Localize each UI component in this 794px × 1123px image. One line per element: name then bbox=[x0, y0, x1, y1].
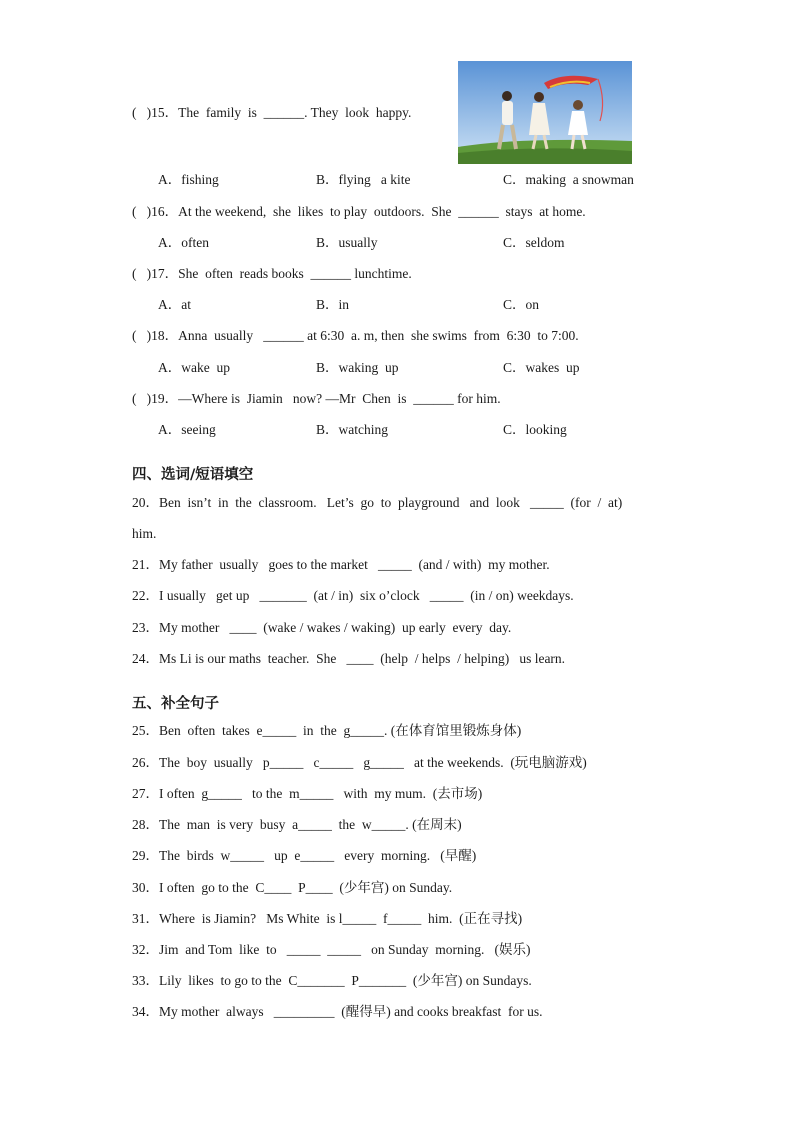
q17-option-c: C．on bbox=[503, 297, 540, 312]
q19-stem: ( )19．—Where is Jiamin now? —Mr Chen is ______ for him. bbox=[132, 391, 501, 406]
q15-option-b: B．flying a kite bbox=[316, 172, 411, 187]
q30: 30．I often go to the C____ P____ (少年宫) on Sunday. bbox=[132, 880, 453, 895]
q18-stem: ( )18．Anna usually ______ at 6:30 a. m, then she swims from 6:30 to 7:00. bbox=[132, 328, 579, 343]
q19-option-b: B．watching bbox=[316, 422, 388, 437]
q15-stem: ( )15．The family is ______. They look happy. bbox=[132, 105, 412, 120]
q19-option-a: A．seeing bbox=[158, 422, 216, 437]
q18-option-a: A．wake up bbox=[158, 360, 230, 375]
q16-option-a: A．often bbox=[158, 235, 209, 250]
q15-option-a: A．fishing bbox=[158, 172, 219, 187]
q15-option-c: C．making a snowman bbox=[503, 172, 634, 187]
q31: 31．Where is Jiamin? Ms White is l_____ f_____ him. (正在寻找) bbox=[132, 911, 523, 926]
q16-option-b: B．usually bbox=[316, 235, 378, 250]
q28: 28．The man is very busy a_____ the w_____. (在周末) bbox=[132, 817, 462, 832]
section-5-title: 五、补全句子 bbox=[132, 696, 219, 712]
q27: 27．I often g_____ to the m_____ with my mum. (去市场) bbox=[132, 786, 483, 801]
q21: 21．My father usually goes to the market _____ (and / with) my mother. bbox=[132, 557, 550, 572]
q16-option-c: C．seldom bbox=[503, 235, 565, 250]
q25: 25．Ben often takes e_____ in the g_____. (在体育馆里锻炼身体) bbox=[132, 723, 522, 738]
section-4-title: 四、选词/短语填空 bbox=[132, 467, 254, 483]
q17-option-b: B．in bbox=[316, 297, 350, 312]
q22: 22．I usually get up _______ (at / in) six o’clock _____ (in / on) weekdays. bbox=[132, 588, 574, 603]
q32: 32．Jim and Tom like to _____ _____ on Sunday morning. (娱乐) bbox=[132, 942, 531, 957]
q20-line1: 20．Ben isn’t in the classroom. Let’s go to playground and look _____ (for / at) bbox=[132, 495, 623, 510]
q34: 34．My mother always _________ (醒得早) and cooks breakfast for us. bbox=[132, 1004, 543, 1019]
q18-option-b: B．waking up bbox=[316, 360, 399, 375]
q17-stem: ( )17．She often reads books ______ lunchtime. bbox=[132, 266, 412, 281]
q33: 33．Lily likes to go to the C_______ P_______ (少年宫) on Sundays. bbox=[132, 973, 532, 988]
q16-stem: ( )16．At the weekend, she likes to play outdoors. She ______ stays at home. bbox=[132, 204, 586, 219]
q17-option-a: A．at bbox=[158, 297, 191, 312]
q26: 26．The boy usually p_____ c_____ g_____ at the weekends. (玩电脑游戏) bbox=[132, 755, 587, 770]
q19-option-c: C．looking bbox=[503, 422, 567, 437]
q29: 29．The birds w_____ up e_____ every morning. (早醒) bbox=[132, 848, 477, 863]
q18-option-c: C．wakes up bbox=[503, 360, 580, 375]
family-flying-kite-photo bbox=[458, 61, 632, 164]
q23: 23．My mother ____ (wake / wakes / waking) up early every day. bbox=[132, 620, 512, 635]
q20-line2: him. bbox=[132, 526, 157, 541]
q24: 24．Ms Li is our maths teacher. She ____ (help / helps / helping) us learn. bbox=[132, 651, 566, 666]
